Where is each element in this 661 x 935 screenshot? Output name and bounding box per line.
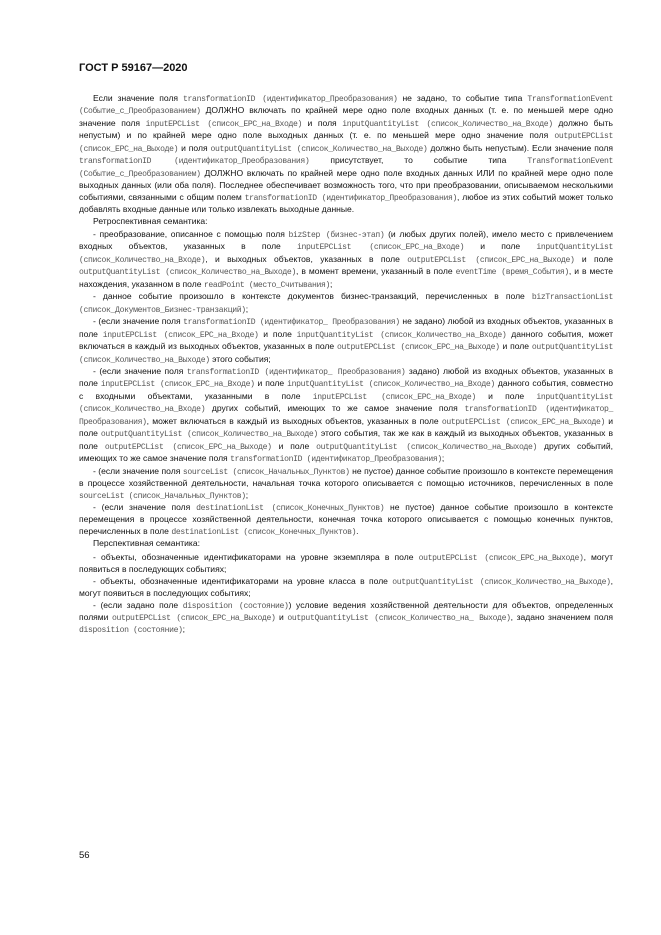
- field-name: outputEPCList (список_EPC_на_Выходе): [104, 442, 272, 452]
- text-run: - (если значение поля: [93, 365, 187, 376]
- field-name: outputEPCList (список_EPC_на_Выходе): [336, 343, 500, 353]
- text-run: должно быть непустым). Если значение поля: [427, 142, 613, 153]
- text-run: и поле: [499, 341, 532, 352]
- field-name: inputQuantityList (список_Количество_на_Входе): [296, 330, 507, 340]
- text-run: Перспективная семантика:: [93, 538, 200, 549]
- field-name: inputQuantityList (список_Количество_на_Входе): [342, 119, 553, 129]
- paragraph: [79, 538, 613, 549]
- text-run: Ретроспективная семантика:: [93, 215, 208, 226]
- field-name: transformationID (идентификатор_ Преобразования): [186, 367, 406, 377]
- field-name: outputQuantityList (список_Количество_на_Выходе): [210, 144, 428, 154]
- field-name: sourceList (список_Начальных_Пунктов): [79, 491, 246, 501]
- field-name: bizTransactionList (список_Документов_Бизнес-транзакций): [79, 293, 613, 315]
- text-run: и поле: [258, 328, 297, 339]
- text-run: - объекты, обозначенные идентификаторами на уровне экземпляра в поле: [93, 551, 419, 562]
- text-run: других событий, имеющих то же самое значение поля: [205, 403, 465, 414]
- field-name: destinationList (список_Конечных_Пунктов): [196, 503, 385, 513]
- text-run: должно быть непустым) и по крайней мере одно поле выходных данных (т. е. по меньшей мере одно значение поля: [79, 117, 614, 141]
- field-name: transformationID (идентификатор_Преобразования): [230, 455, 442, 465]
- field-name: inputEPCList (список_EPC_на_Входе): [312, 392, 476, 402]
- paragraph: [79, 316, 613, 366]
- text-run: , могут появиться в последующих событиях;: [79, 575, 613, 599]
- text-run: , задано значением поля: [510, 612, 613, 623]
- text-run: , может включаться в каждый из выходных объектов, указанных в поле: [146, 415, 442, 426]
- text-run: Если значение поля: [93, 93, 184, 103]
- field-name: destinationList (список_Конечных_Пунктов): [171, 527, 357, 537]
- field-name: outputQuantityList (список_Количество_на_Выходе): [79, 343, 613, 365]
- field-name: bizStep (бизнес-этап): [288, 230, 385, 240]
- field-name: inputQuantityList (список_Количество_на_Входе): [79, 243, 613, 265]
- text-run: других событий, имеющих то же самое значение поля: [79, 440, 613, 464]
- field-name: sourceList (список_Начальных_Пунктов): [182, 467, 350, 477]
- field-name: outputEPCList (список_EPC_на_Выходе): [79, 132, 613, 154]
- text-run: и поле: [464, 241, 537, 252]
- field-name: transformationID (идентификатор_Преобразования): [244, 193, 457, 203]
- text-run: и поле: [254, 378, 288, 389]
- field-name: inputEPCList (список_EPC_на_Входе): [145, 119, 302, 129]
- text-run: и поле: [271, 440, 317, 451]
- text-run: присутствует, то событие типа: [309, 155, 528, 166]
- text-run: данного события, совместно с входными объектами, указанными в поле: [79, 378, 613, 401]
- text-run: задано) любой из входных объектов, указанных в поле: [79, 365, 613, 389]
- text-run: , в момент времени, указанный в поле: [295, 266, 456, 277]
- text-run: не пустое) данное событие произошло в контексте перемещения в процессе хозяйственной деятельности, начальная точка которого описывается с помощью источников, перечисленных в поле: [79, 465, 614, 489]
- text-run: и поле: [574, 253, 613, 264]
- field-name: outputEPCList (список_EPC_на_Выходе): [418, 553, 584, 563]
- text-run: этого события;: [209, 353, 271, 364]
- field-name: inputEPCList (список_EPC_на_Входе): [102, 330, 259, 340]
- paragraph: [79, 466, 613, 502]
- paragraph: [79, 502, 613, 538]
- text-run: - (если значение поля: [93, 316, 184, 327]
- text-run: - (если значение поля: [93, 465, 183, 476]
- text-run: и поле: [79, 415, 613, 439]
- text-run: и поля: [178, 142, 211, 153]
- text-run: ДОЛЖНО включать по крайней мере одно поле входных данных (т. е. по меньшей мере одно значение поля: [79, 105, 613, 128]
- text-run: не пустое) данное событие произошло в контексте перемещения в процессе хозяйственной деятельности, конечная точка которого описывается с помощью конечных пунктов, перечисленных в поле: [79, 501, 613, 536]
- text-run: ;: [245, 489, 249, 500]
- field-name: transformationID (идентификатор_Преобразования): [79, 157, 310, 167]
- paragraph: [79, 366, 613, 466]
- field-name: inputEPCList (список_EPC_на_Входе): [100, 380, 255, 390]
- text-run: ДОЛЖНО включать по крайней мере одно поле входных данных ИЛИ по крайней мере одно поле выходных данных (или оба поля). Последнее обеспечивает возможность того, что при преобразовании, описываемом несколькими событиями, связанными с общим полем: [79, 167, 613, 202]
- text-run: этого события, так же как в каждый из выходных объектов, указанных в поле: [79, 428, 613, 451]
- field-name: outputEPCList (список_EPC_на_Выходе): [407, 255, 575, 265]
- field-name: outputQuantityList (список_Количество_на_Выходе): [316, 442, 538, 452]
- field-name: outputQuantityList (список_Количество_на_ Выходе): [287, 614, 511, 624]
- text-run: - объекты, обозначенные идентификаторами на уровне класса в поле: [93, 575, 393, 586]
- field-name: transformationID (идентификатор_Преобразования): [183, 95, 398, 104]
- text-run: - (если задано поле: [93, 599, 183, 610]
- field-name: TransformationEvent (Событие_с_Преобразованием): [79, 95, 613, 117]
- paragraph: [79, 552, 613, 576]
- page-number: 56: [79, 850, 90, 861]
- paragraph: [79, 291, 613, 316]
- field-name: eventTime (время_События): [455, 268, 569, 278]
- text-run: - преобразование, описанное с помощью поля: [93, 228, 289, 239]
- field-name: transformationID (идентификатор_ Преобразования): [79, 405, 613, 427]
- paragraph: [79, 576, 613, 600]
- field-name: inputQuantityList (список_Количество_на_Входе): [287, 380, 495, 390]
- page-header: ГОСТ Р 59167—2020: [79, 62, 188, 74]
- text-run: - данное событие произошло в контексте документов бизнес-транзакций, перечисленных в поле: [93, 291, 532, 302]
- field-name: inputQuantityList (список_Количество_на_Входе): [79, 392, 613, 415]
- field-name: outputQuantityList (список_Количество_на_Выходе): [79, 268, 296, 278]
- text-run: ;: [182, 624, 186, 635]
- text-run: , любое из этих событий может только добавлять входные данные или только извлекать выходные данные.: [79, 191, 613, 215]
- text-run: ;: [245, 303, 249, 314]
- text-run: , могут появиться в последующих событиях;: [79, 551, 613, 575]
- text-run: не задано, то событие типа: [397, 93, 528, 103]
- document-body: [79, 93, 613, 637]
- field-name: disposition (состояние): [79, 626, 183, 636]
- text-run: и: [275, 612, 288, 623]
- text-run: ;: [330, 278, 333, 289]
- field-name: outputEPCList (список_EPC_на_Выходе): [441, 417, 605, 427]
- text-run: и поля: [302, 117, 343, 128]
- text-run: - (если значение поля: [93, 501, 197, 512]
- text-run: .: [356, 525, 359, 536]
- text-run: и поле: [475, 390, 537, 401]
- paragraph: [79, 600, 613, 637]
- text-run: данного события, может включаться в каждый из выходных объектов, указанных в поле: [79, 328, 614, 352]
- field-name: readPoint (место_Считывания): [203, 280, 331, 290]
- text-run: (и любых других полей), имело место с привлечением входных объектов, указанных в поле: [79, 228, 613, 252]
- text-run: , и выходных объектов, указанных в поле: [205, 253, 408, 264]
- text-run: ) условие ведения хозяйственной деятельности для объектов, определенных полями: [79, 599, 613, 623]
- field-name: disposition (состояние): [182, 601, 289, 611]
- text-run: , и в месте нахождения, указанном в поле: [79, 266, 613, 289]
- field-name: outputEPCList (список_EPC_на_Выходе): [112, 614, 276, 624]
- paragraph: [79, 216, 613, 227]
- paragraph: [79, 229, 613, 291]
- field-name: outputQuantityList (список_Количество_на_Выходе): [392, 577, 611, 587]
- text-run: ;: [441, 453, 445, 464]
- field-name: inputEPCList (список_EPC_на_Входе): [297, 243, 465, 253]
- field-name: outputQuantityList (список_Количество_на_Выходе): [100, 430, 318, 440]
- field-name: TransformationEvent (Событие_с_Преобразованием): [79, 157, 613, 179]
- text-run: не задано) любой из входных объектов, указанных в поле: [79, 316, 613, 339]
- field-name: transformationID (идентификатор_ Преобразования): [183, 318, 400, 328]
- paragraph: [79, 93, 613, 216]
